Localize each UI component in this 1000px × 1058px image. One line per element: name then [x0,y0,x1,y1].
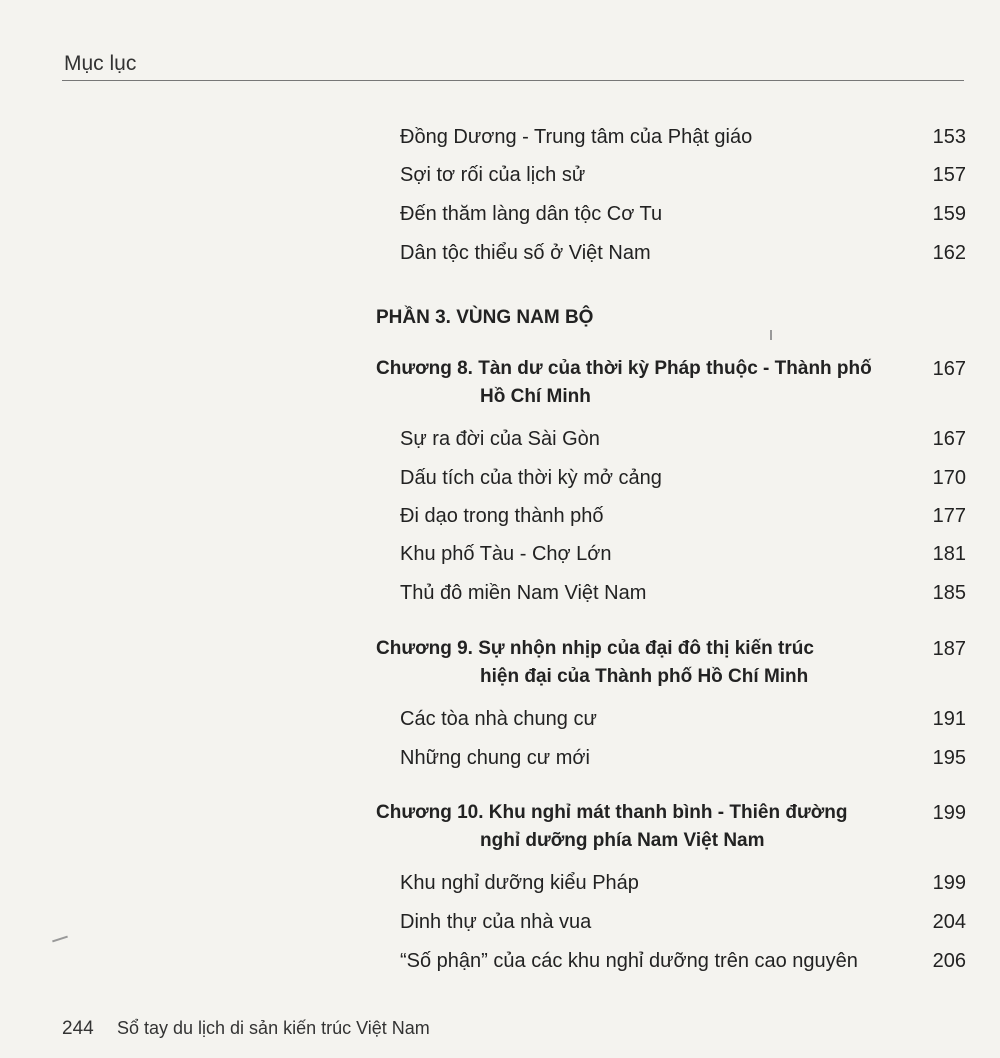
chapter-page: 199 [932,802,966,824]
toc-entry-page: 157 [932,164,966,186]
toc-entry-page: 159 [932,203,966,225]
chapter-title-line2: hiện đại của Thành phố Hồ Chí Minh [480,666,809,687]
chapter-title-line1: Chương 9. Sự nhộn nhịp của đại đô thị kiến trúc [376,638,814,659]
chapter-title-line2: Hồ Chí Minh [480,386,591,407]
toc-entry-title: Đồng Dương - Trung tâm của Phật giáo [400,126,753,148]
page-footer [62,1018,430,1040]
toc-entry-title: Khu nghỉ dưỡng kiểu Pháp [400,872,639,894]
toc-entry-title: Đến thăm làng dân tộc Cơ Tu [400,203,663,225]
scan-mark [770,330,772,340]
toc-entry-page: 181 [932,543,966,565]
chapter-page: 167 [932,358,966,380]
toc-entry-page: 195 [932,747,966,769]
running-header: Mục lục [64,52,137,75]
scan-mark [52,936,68,943]
header-rule [62,80,964,81]
toc-entry-page: 177 [932,505,966,527]
toc-entry-title: Dân tộc thiểu số ở Việt Nam [400,242,651,264]
toc-entry-title: Các tòa nhà chung cư [400,708,597,730]
toc-entry-page: 199 [932,872,966,894]
book-title: Sổ tay du lịch di sản kiến trúc Việt Nam [116,1018,430,1038]
part-heading: PHẦN 3. VÙNG NAM BỘ [376,307,594,328]
toc-entry-page: 153 [932,126,966,148]
chapter-title-line1: Chương 8. Tàn dư của thời kỳ Pháp thuộc - Thành phố [376,358,872,379]
toc-entry-page: 206 [932,950,966,972]
toc-entry-page: 162 [932,242,966,264]
toc-entry-title: Thủ đô miền Nam Việt Nam [400,582,647,604]
toc-entry-page: 185 [932,582,966,604]
chapter-title-line1: Chương 10. Khu nghỉ mát thanh bình - Thiên đường [376,802,848,823]
toc-entry-title: Đi dạo trong thành phố [400,505,604,527]
toc-entry-title: Sự ra đời của Sài Gòn [400,428,600,450]
chapter-title-line2: nghỉ dưỡng phía Nam Việt Nam [480,830,765,851]
toc-entry-title: Những chung cư mới [400,747,590,769]
toc-entry-title: “Số phận” của các khu nghỉ dưỡng trên cao nguyên [400,950,858,972]
chapter-page: 187 [932,638,966,660]
page-number: 244 [62,1018,94,1039]
toc-entry-page: 204 [932,911,966,933]
toc-entry-title: Dấu tích của thời kỳ mở cảng [400,467,662,489]
toc-entry-page: 170 [932,467,966,489]
toc-entry-title: Khu phố Tàu - Chợ Lớn [400,543,612,565]
toc-entry-page: 167 [932,428,966,450]
toc-entry-title: Dinh thự của nhà vua [400,911,592,933]
toc-entry-page: 191 [932,708,966,730]
toc-entry-title: Sợi tơ rối của lịch sử [400,164,586,186]
